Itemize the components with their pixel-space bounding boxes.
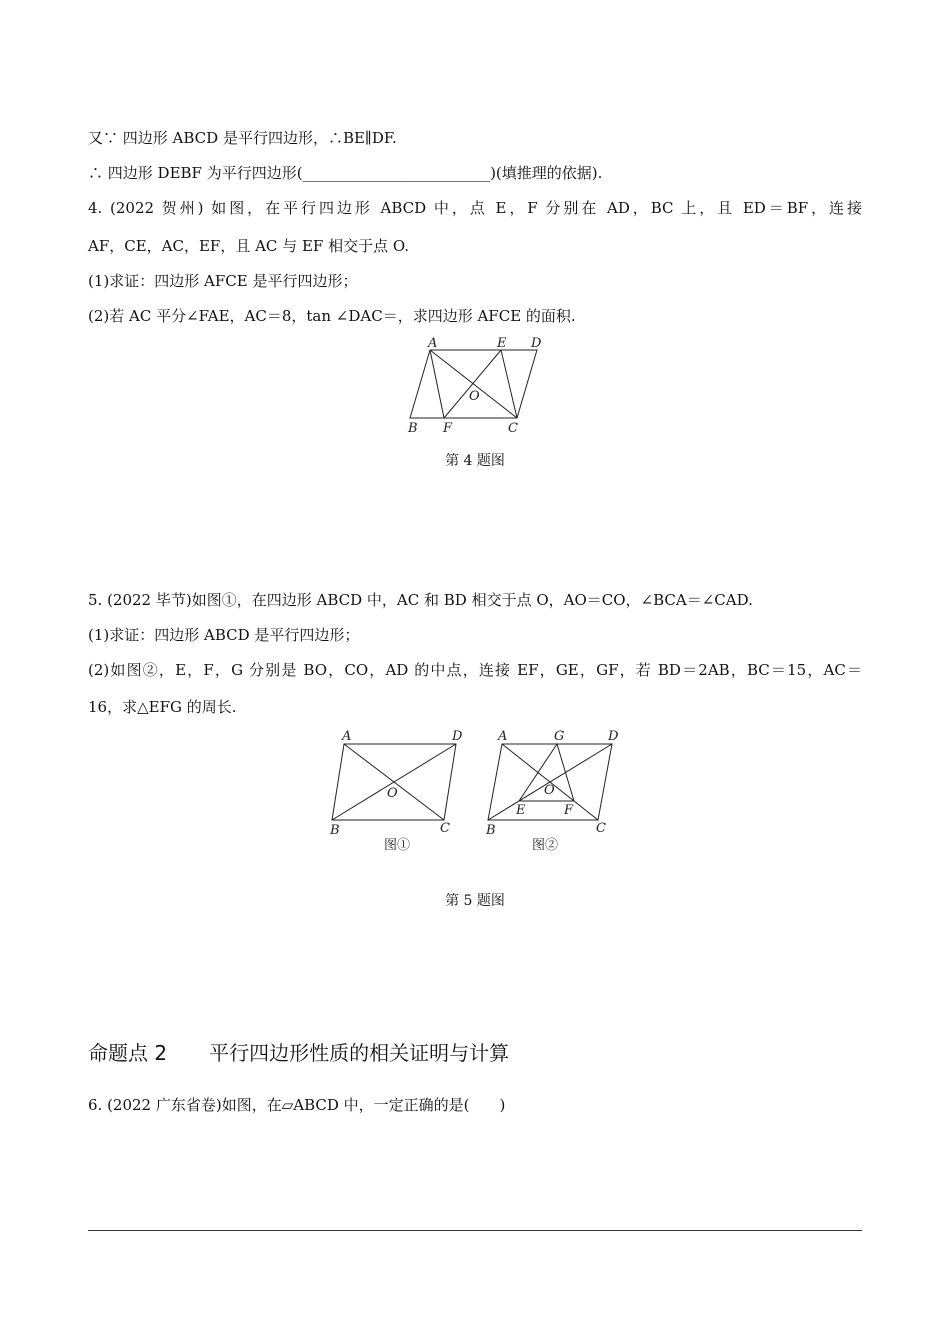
- q4-part2: (2)若 AC 平分∠FAE，AC＝8，tan ∠DAC＝，求四边形 AFCE 的面积.: [88, 307, 576, 325]
- q5-stem: 5. (2022 毕节)如图①，在四边形 ABCD 中，AC 和 BD 相交于点 O，AO＝CO，∠BCA＝∠CAD.: [88, 591, 753, 609]
- label-F: F: [564, 803, 574, 818]
- label-C: C: [508, 421, 518, 436]
- figure-4-caption: 第 4 题图: [445, 453, 505, 469]
- section-heading: [88, 1040, 509, 1066]
- label-B: B: [408, 421, 418, 436]
- label-O: O: [387, 786, 398, 801]
- q4-stem-line1: 4. (2022 贺州) 如图，在平行四边形 ABCD 中，点 E，F 分别在 AD，BC 上，且 ED＝BF，连接: [88, 199, 862, 217]
- figure-5-sub1-caption: 图①: [384, 838, 411, 853]
- figure-5-2: [480, 724, 630, 854]
- label-B: B: [486, 823, 496, 838]
- q4-stem-line2: AF，CE，AC，EF，且 AC 与 EF 相交于点 O.: [88, 237, 410, 255]
- label-O: O: [544, 783, 555, 798]
- q6-stem: 6. (2022 广东省卷)如图，在▱ABCD 中，一定正确的是( ): [88, 1096, 506, 1114]
- label-E: E: [497, 336, 507, 351]
- section-number: 命题点 2: [88, 1041, 168, 1065]
- label-D: D: [452, 729, 463, 744]
- label-D: D: [608, 729, 619, 744]
- figure-5-sub2-caption: 图②: [532, 838, 559, 853]
- label-D: D: [531, 336, 542, 351]
- label-C: C: [596, 821, 606, 836]
- figure-4-parallelogram: [400, 334, 560, 438]
- footer-divider: [88, 1230, 862, 1231]
- text-line-2: ∴ 四边形 DEBF 为平行四边形(_________________________)(填推理的依据).: [88, 164, 603, 182]
- q5-part1: (1)求证：四边形 ABCD 是平行四边形；: [88, 626, 360, 644]
- label-A: A: [428, 336, 438, 351]
- q4-part1: (1)求证：四边形 AFCE 是平行四边形；: [88, 272, 358, 290]
- label-B: B: [330, 823, 340, 838]
- label-G: G: [554, 729, 565, 744]
- figure-5-1: [326, 724, 466, 854]
- label-E: E: [516, 803, 526, 818]
- label-F: F: [443, 421, 453, 436]
- text-line-1: 又∵ 四边形 ABCD 是平行四边形，∴BE∥DF.: [88, 129, 397, 147]
- label-O: O: [469, 389, 480, 404]
- q5-part2-line1: (2)如图②，E，F，G 分别是 BO，CO，AD 的中点，连接 EF，GE，GF，若 BD＝2AB，BC＝15，AC＝: [88, 661, 862, 679]
- q5-part2-line2: 16，求△EFG 的周长.: [88, 698, 237, 716]
- section-title: 平行四边形性质的相关证明与计算: [209, 1041, 510, 1065]
- figure-5-caption: 第 5 题图: [445, 893, 505, 909]
- label-A: A: [342, 729, 352, 744]
- label-C: C: [440, 821, 450, 836]
- label-A: A: [498, 729, 508, 744]
